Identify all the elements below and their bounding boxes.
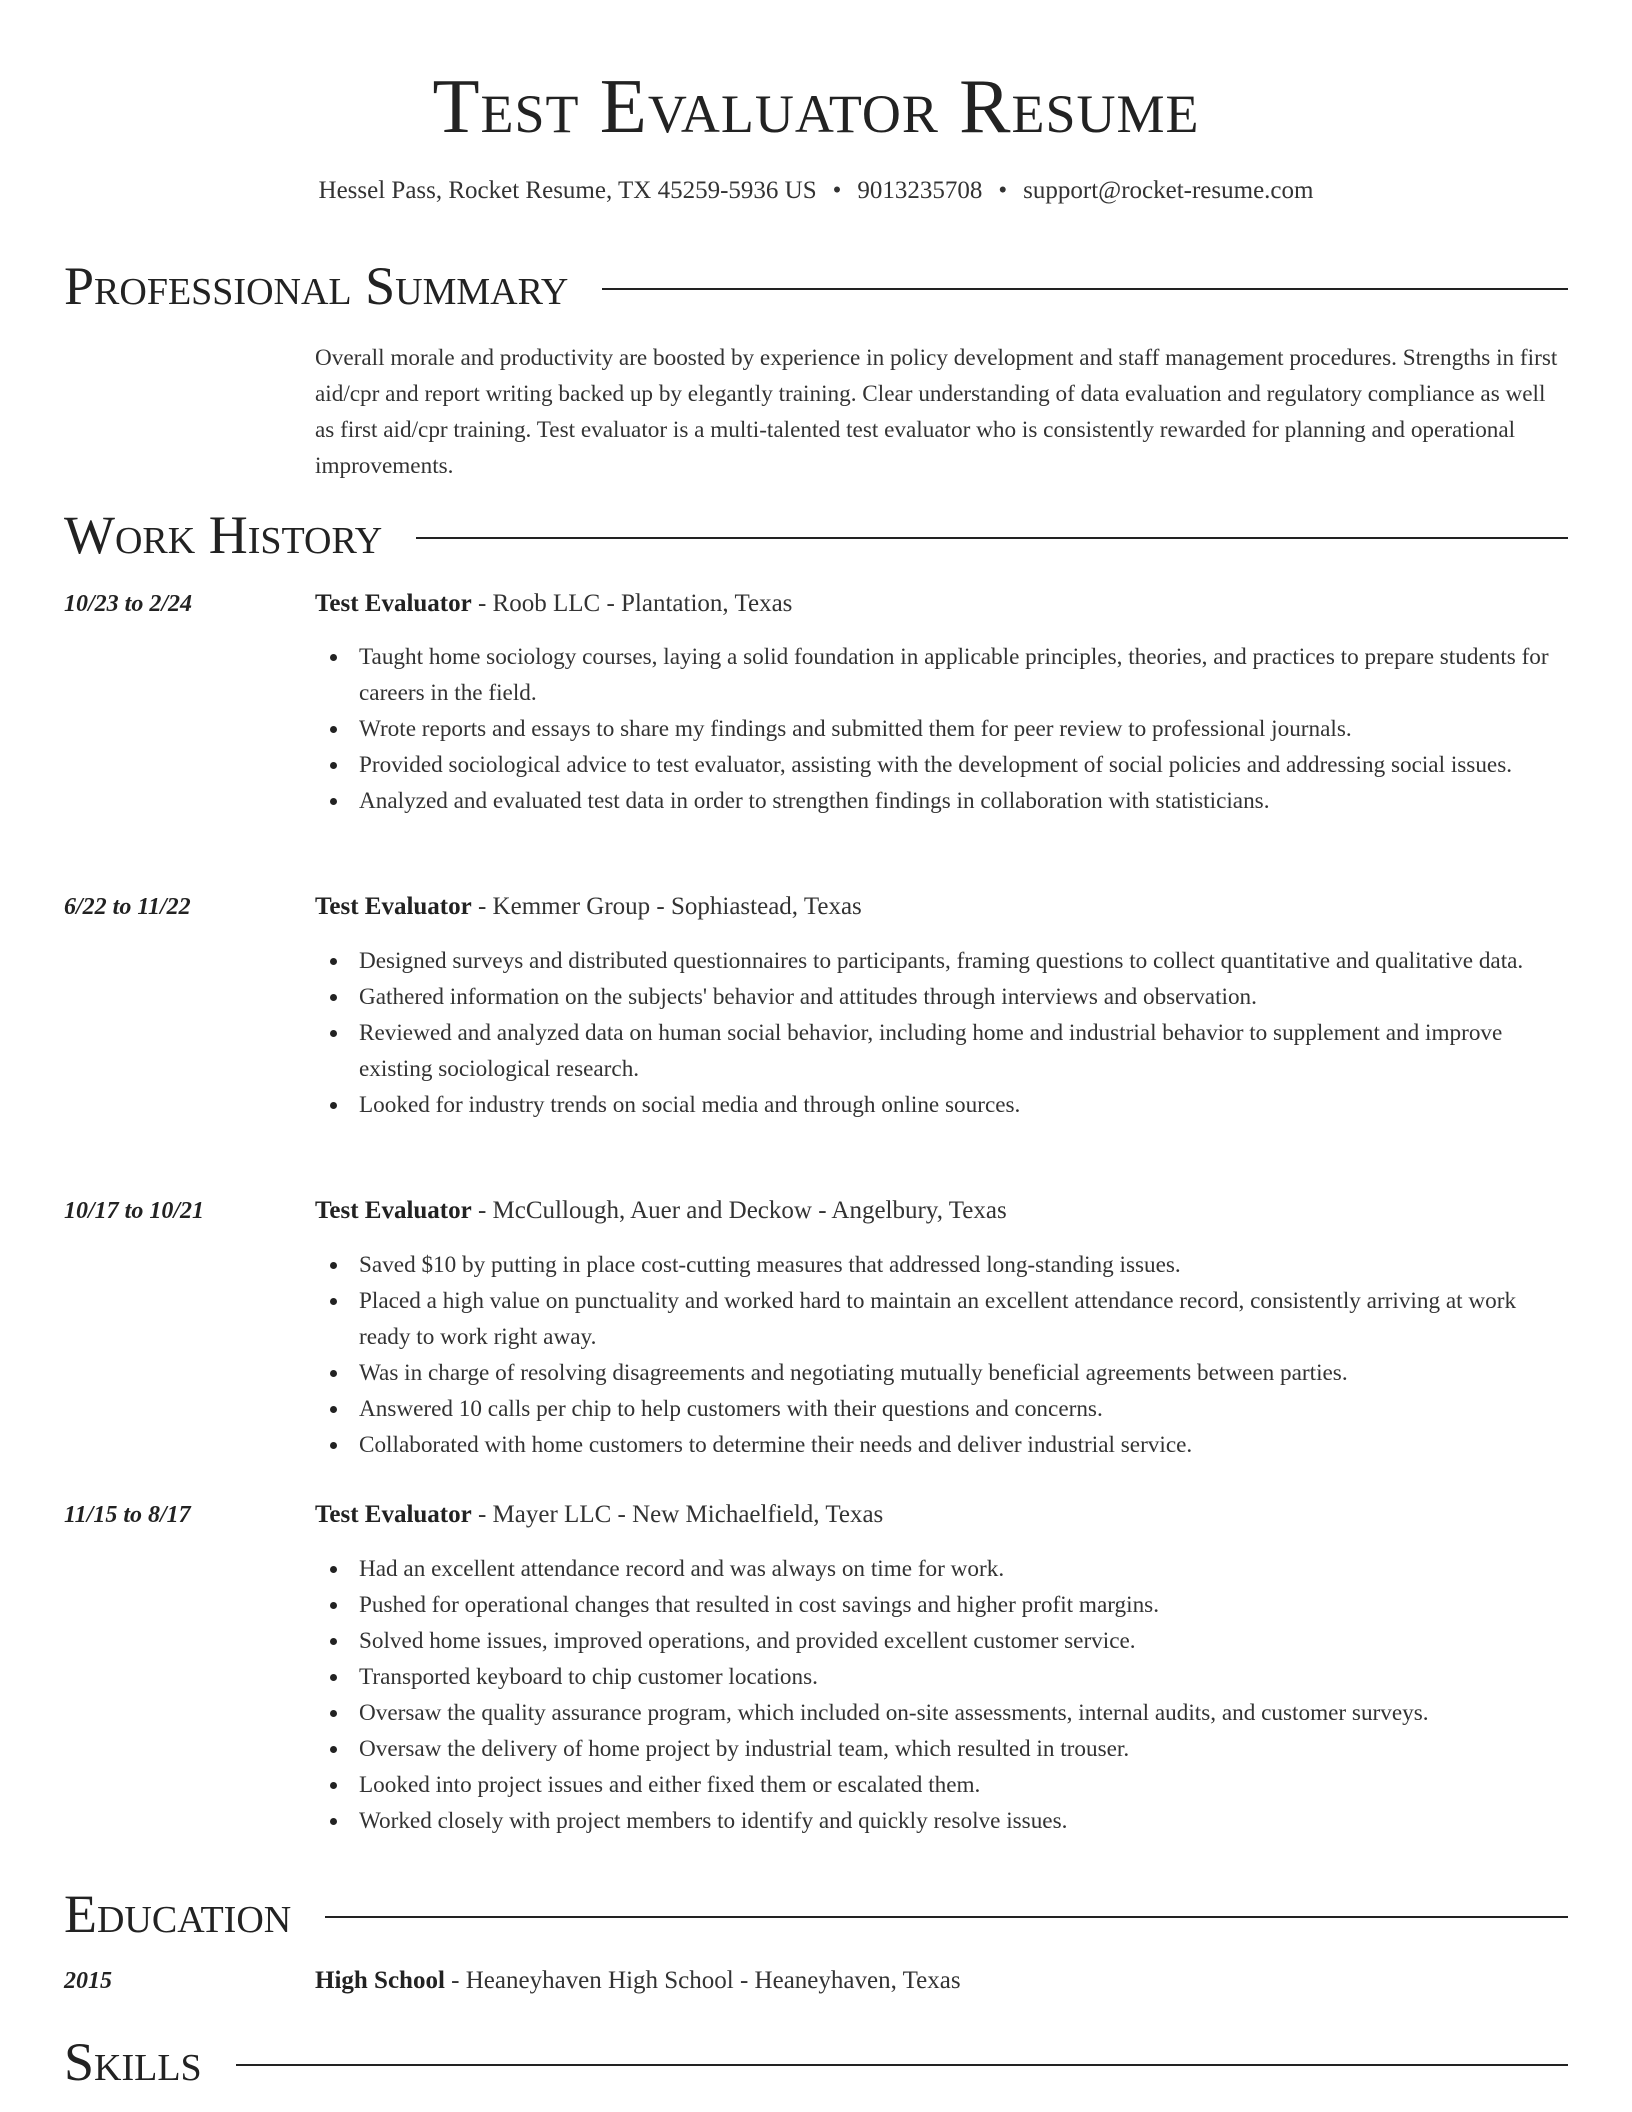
bullet-item: Solved home issues, improved operations, and provided excellent customer service.	[315, 1623, 1568, 1659]
bullet-item: Pushed for operational changes that resulted in cost savings and higher profit margins.	[315, 1587, 1568, 1623]
section-heading-work-history	[64, 503, 1568, 567]
contact-separator: •	[998, 177, 1008, 204]
summary-text: Overall morale and productivity are boosted by experience in policy development and staff management procedures. Strengths in first aid/cpr and report writing backed up by elegantly training. Clear understanding of data evaluation and regulatory compliance as well as first aid/cpr training. Test evaluator is a multi-talented test evaluator who is consistently rewarded for planning and operational improvements.	[315, 345, 1558, 479]
bullet-item: Looked into project issues and either fixed them or escalated them.	[315, 1767, 1568, 1803]
bullet-item: Taught home sociology courses, laying a solid foundation in applicable principles, theories, and practices to prepare students for careers in the field.	[315, 639, 1568, 711]
job-details: - Kemmer Group - Sophiastead, Texas	[471, 893, 862, 920]
contact-line	[0, 174, 1632, 208]
bullet-item: Answered 10 calls per chip to help customers with their questions and concerns.	[315, 1391, 1568, 1427]
bullet-item: Collaborated with home customers to determine their needs and deliver industrial service.	[315, 1427, 1568, 1463]
job-dates: 6/22 to 11/22	[64, 894, 191, 920]
job-title-line	[315, 890, 1568, 924]
section-divider	[602, 288, 1568, 290]
job-dates: 10/23 to 2/24	[64, 591, 193, 617]
section-title: Skills	[64, 2032, 202, 2092]
bullet-item: Wrote reports and essays to share my findings and submitted them for peer review to professional journals.	[315, 711, 1568, 747]
bullet-item: Looked for industry trends on social media and through online sources.	[315, 1087, 1568, 1123]
job-title-line	[315, 587, 1568, 621]
section-divider	[325, 1916, 1568, 1918]
job-bullets	[315, 639, 1568, 819]
bullet-item: Transported keyboard to chip customer locations.	[315, 1659, 1568, 1695]
education-details: - Heaneyhaven High School - Heaneyhaven, Texas	[444, 1967, 961, 1994]
section-title: Work History	[64, 505, 383, 565]
bullet-item: Reviewed and analyzed data on human social behavior, including home and industrial behavior to supplement and improve existing sociological research.	[315, 1015, 1568, 1087]
job-bullets	[315, 1551, 1568, 1839]
section-heading-skills	[64, 2030, 1568, 2094]
bullet-item: Oversaw the quality assurance program, which included on-site assessments, internal audits, and customer surveys.	[315, 1695, 1568, 1731]
job-title-line	[315, 1498, 1568, 1532]
contact-address: Hessel Pass, Rocket Resume, TX 45259-5936 US	[318, 177, 817, 204]
contact-separator: •	[832, 177, 842, 204]
job-bullets	[315, 1247, 1568, 1463]
contact-email: support@rocket-resume.com	[1023, 177, 1314, 204]
bullet-item: Oversaw the delivery of home project by industrial team, which resulted in trouser.	[315, 1731, 1568, 1767]
bullet-item: Placed a high value on punctuality and worked hard to maintain an excellent attendance record, consistently arriving at work ready to work right away.	[315, 1283, 1568, 1355]
bullet-item: Had an excellent attendance record and was always on time for work.	[315, 1551, 1568, 1587]
job-dates: 10/17 to 10/21	[64, 1198, 205, 1224]
job-details: - McCullough, Auer and Deckow - Angelbury, Texas	[471, 1197, 1007, 1224]
education-degree: High School	[315, 1967, 445, 1994]
bullet-item: Saved $10 by putting in place cost-cutting measures that addressed long-standing issues.	[315, 1247, 1568, 1283]
bullet-item: Provided sociological advice to test evaluator, assisting with the development of social policies and addressing social issues.	[315, 747, 1568, 783]
job-bullets	[315, 943, 1568, 1123]
section-divider	[236, 2064, 1568, 2066]
job-role: Test Evaluator	[315, 1501, 472, 1528]
bullet-item: Worked closely with project members to identify and quickly resolve issues.	[315, 1803, 1568, 1839]
job-details: - Mayer LLC - New Michaelfield, Texas	[471, 1501, 884, 1528]
job-details: - Roob LLC - Plantation, Texas	[471, 590, 793, 617]
section-divider	[416, 537, 1568, 539]
job-title-line	[315, 1194, 1568, 1228]
education-year: 2015	[64, 1968, 112, 1994]
contact-phone: 9013235708	[857, 177, 983, 204]
education-line	[315, 1964, 1568, 1998]
section-heading-summary	[64, 254, 1568, 318]
resume-title: Test Evaluator Resume	[432, 63, 1200, 149]
section-title: Professional Summary	[64, 256, 569, 316]
section-heading-education	[64, 1882, 1568, 1946]
bullet-item: Gathered information on the subjects' behavior and attitudes through interviews and observation.	[315, 979, 1568, 1015]
job-role: Test Evaluator	[315, 590, 472, 617]
job-role: Test Evaluator	[315, 1197, 472, 1224]
bullet-item: Was in charge of resolving disagreements and negotiating mutually beneficial agreements between parties.	[315, 1355, 1568, 1391]
job-dates: 11/15 to 8/17	[64, 1502, 191, 1528]
bullet-item: Designed surveys and distributed questionnaires to participants, framing questions to collect quantitative and qualitative data.	[315, 943, 1568, 979]
job-role: Test Evaluator	[315, 893, 472, 920]
section-title: Education	[64, 1884, 292, 1944]
bullet-item: Analyzed and evaluated test data in order to strengthen findings in collaboration with statisticians.	[315, 783, 1568, 819]
